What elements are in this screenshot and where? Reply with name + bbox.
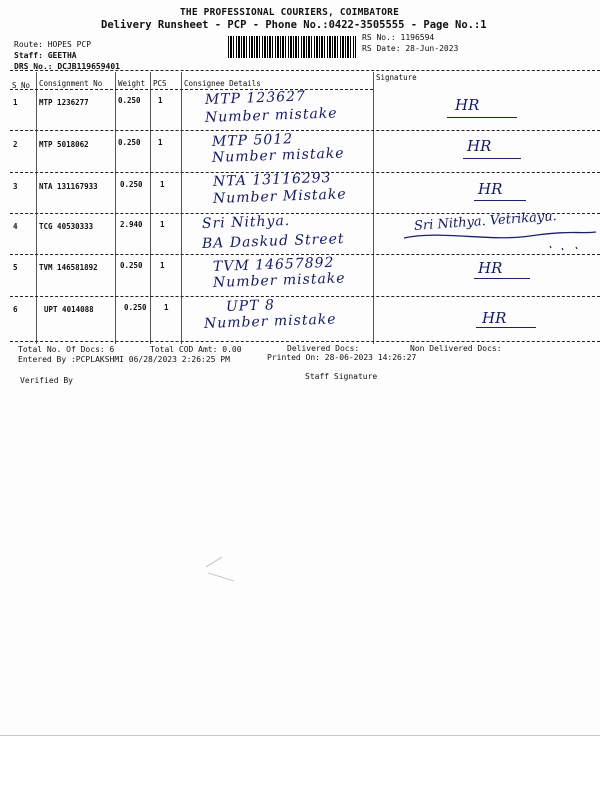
row-pcs: 1 <box>158 138 163 147</box>
signature-handwriting: Sri Nithya. Vetrikayu. <box>413 209 558 234</box>
signature-handwriting: HR <box>455 96 480 114</box>
row-sno: 3 <box>13 182 18 191</box>
signature-handwriting: HR <box>478 259 503 277</box>
staff-label: Staff: GEETHA <box>14 51 77 60</box>
signature-handwriting: HR <box>478 180 503 198</box>
column-header-consignee: Consignee Details <box>184 79 261 88</box>
route-label: Route: HOPES PCP <box>14 40 92 49</box>
staff-signature-label: Staff Signature <box>305 372 378 381</box>
signature-handwriting: HR <box>467 137 492 155</box>
signature-scribble-icon <box>400 228 600 252</box>
rs-date: RS Date: 28-Jun-2023 <box>362 44 459 53</box>
verified-by-label: Verified By <box>20 376 73 385</box>
total-cod: Total COD Amt: 0.00 <box>150 345 242 354</box>
signature-stroke <box>474 200 526 201</box>
row-weight: 0.250 <box>120 180 143 189</box>
row-sno: 5 <box>13 263 18 272</box>
row-weight: 0.250 <box>120 261 143 270</box>
total-docs: Total No. Of Docs: 6 <box>18 345 115 354</box>
row-weight: 0.250 <box>118 96 141 105</box>
row-sno: 1 <box>13 98 18 107</box>
column-header-signature: Signature <box>376 73 417 82</box>
row-rule <box>10 296 600 297</box>
drs-number: DRS No.: DCJB119659401 <box>14 62 120 71</box>
delivered-docs: Delivered Docs: <box>287 344 360 353</box>
row-sno: 2 <box>13 140 18 149</box>
signature-stroke <box>474 278 530 279</box>
col-divider <box>181 72 182 344</box>
row-rule <box>10 130 600 131</box>
column-header-pcs: PCS <box>153 79 167 88</box>
row-pcs: 1 <box>160 261 165 270</box>
consignee-handwriting-line1: MTP 123627 <box>204 88 307 108</box>
col-divider <box>150 72 151 344</box>
consignee-handwriting-line1: NTA 13116293 <box>212 169 332 190</box>
consignee-handwriting-line2: Number mistake <box>212 270 346 291</box>
col-divider <box>115 72 116 344</box>
entered-by: Entered By :PCPLAKSHMI 06/28/2023 2:26:25 PM <box>18 355 230 364</box>
consignee-handwriting-line2: Number mistake <box>204 105 338 126</box>
consignee-handwriting-line2: BA Daskud Street <box>201 231 345 252</box>
scan-mark-icon <box>200 555 240 585</box>
column-header-consignment: Consignment No <box>39 79 103 88</box>
row-pcs: 1 <box>158 96 163 105</box>
row-sno: 4 <box>13 222 18 231</box>
signature-stroke <box>447 117 517 118</box>
column-header-sno: S No <box>12 81 31 90</box>
consignee-handwriting-line1: UPT 8 <box>225 297 276 315</box>
row-pcs: 1 <box>160 220 165 229</box>
row-pcs: 1 <box>160 180 165 189</box>
consignee-handwriting-line1: Sri Nithya. <box>201 212 291 232</box>
column-header-weight: Weight <box>118 79 146 88</box>
col-divider <box>373 72 374 344</box>
row-weight: 0.250 <box>118 138 141 147</box>
document-title: Delivery Runsheet - PCP - Phone No.:0422-3505555 - Page No.:1 <box>101 19 487 31</box>
rs-number: RS No.: 1196594 <box>362 33 435 42</box>
row-sno: 6 <box>13 305 18 314</box>
table-bottom-rule <box>10 341 600 342</box>
row-weight: 0.250 <box>124 303 147 312</box>
non-delivered-docs: Non Delivered Docs: <box>410 344 502 353</box>
company-name: THE PROFESSIONAL COURIERS, COIMBATORE <box>180 7 400 18</box>
signature-stroke <box>476 327 536 328</box>
row-consignment: TCG 40530333 <box>39 222 94 231</box>
consignee-handwriting-line1: TVM 14657892 <box>212 254 335 275</box>
signature-handwriting: HR <box>482 309 507 327</box>
row-weight: 2.940 <box>120 220 143 229</box>
header-rule <box>10 89 373 90</box>
signature-stroke <box>463 158 521 159</box>
col-divider <box>36 72 37 344</box>
consignee-handwriting-line2: Number mistake <box>211 145 345 166</box>
row-consignment: MTP 5018062 <box>39 140 89 149</box>
consignee-handwriting-line2: Number Mistake <box>212 186 347 207</box>
row-consignment: UPT 4014088 <box>44 305 94 314</box>
consignee-handwriting-line1: MTP 5012 <box>211 131 294 150</box>
consignee-handwriting-line2: Number mistake <box>203 311 337 332</box>
row-pcs: 1 <box>164 303 169 312</box>
barcode <box>228 36 356 58</box>
row-consignment: NTA 131167933 <box>39 182 98 191</box>
table-top-rule <box>10 70 600 71</box>
printed-on: Printed On: 28-06-2023 14:26:27 <box>267 353 417 362</box>
row-consignment: MTP 1236277 <box>39 98 89 107</box>
row-consignment: TVM 146581892 <box>39 263 98 272</box>
